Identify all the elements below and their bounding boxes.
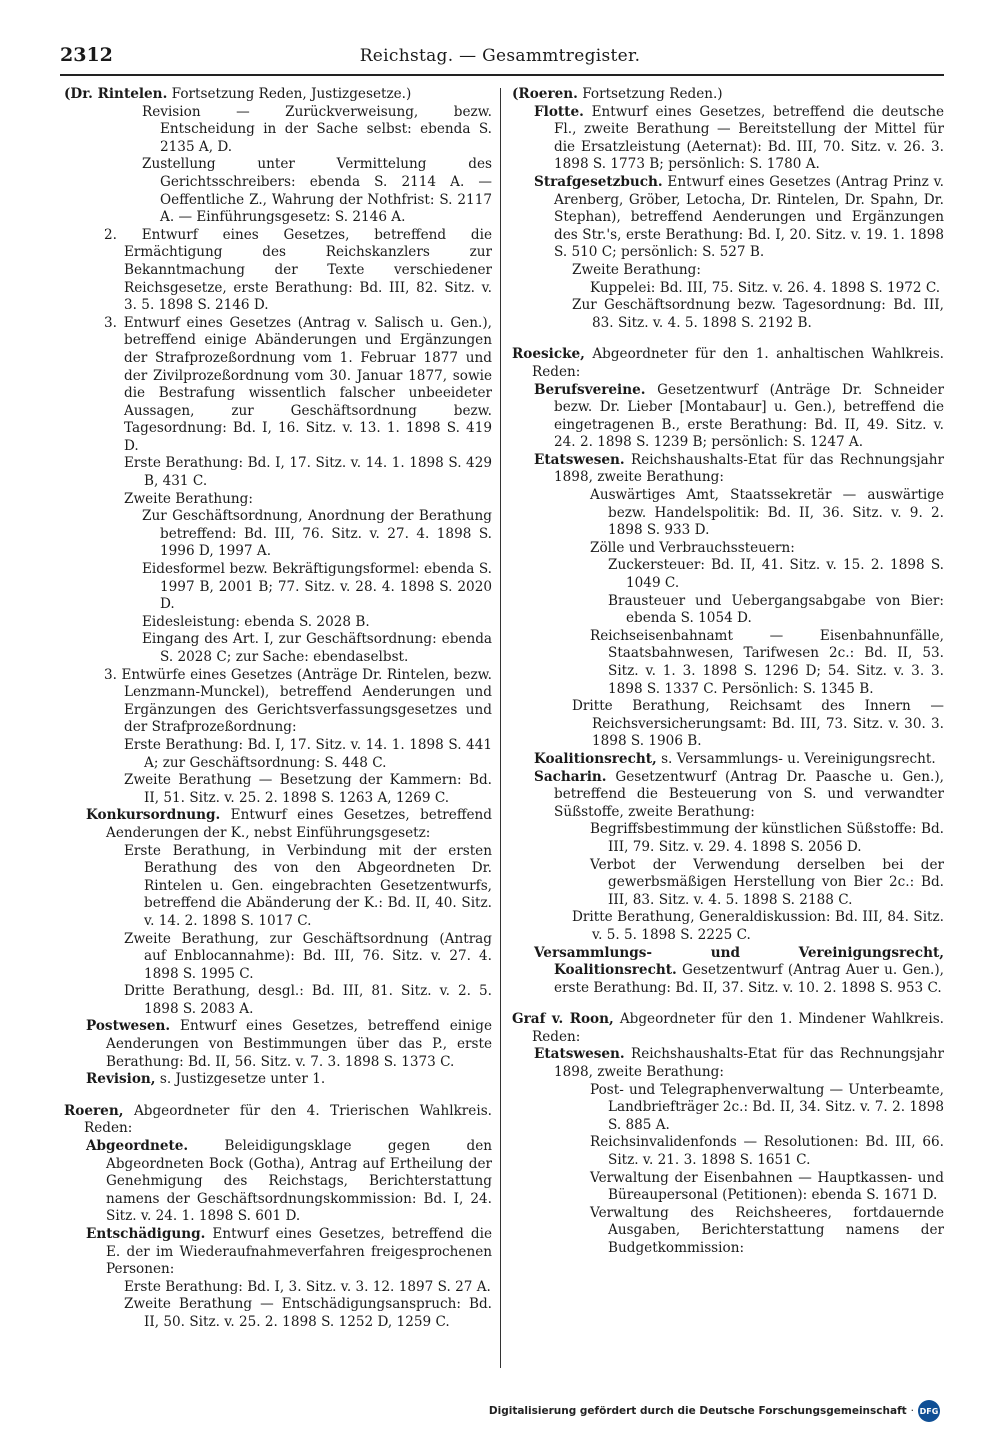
register-line	[64, 1226, 492, 1279]
register-line	[64, 315, 492, 456]
entry-text: Verwaltung der Eisenbahnen — Hauptkassen- und Büreaupersonal (Petitionen): ebenda S. 1671 D.	[590, 1169, 944, 1204]
entry-text: Reichseisenbahnamt — Eisenbahnunfälle, Staatsbahnwesen, Tarifwesen 2c.: Bd. II, 53. Sitz. v. 1. 3. 1898 S. 1296 D; 54. Sitz. v. 3. 3. 1898 S. 1337 C. Persönlich: S. 1345 B.	[590, 627, 944, 697]
register-line	[512, 1205, 944, 1258]
entry-text: Entwurf eines Gesetzes, betreffend Aenderungen der K., nebst Einführungsgesetz:	[106, 807, 492, 841]
register-line	[64, 227, 492, 315]
entry-text: Zweite Berathung, zur Geschäftsordnung (Antrag auf Enblocannahme): Bd. III, 76. Sitz. v. 27. 4. 1898 S. 1995 C.	[124, 930, 492, 982]
entry-text: Entwurf eines Gesetzes, betreffend einige Aenderungen von Bestimmungen über das P., erste Berathung: Bd. II, 56. Sitz. v. 7. 3. 1898 S. 1373 C.	[106, 1018, 492, 1070]
entry-text: Revision — Zurückverweisung, bezw. Entscheidung in der Sache selbst: ebenda S. 2135 A, D.	[142, 103, 492, 155]
register-line	[512, 593, 944, 628]
entry-text: Zweite Berathung:	[124, 490, 253, 507]
register-line	[512, 262, 944, 280]
entry-text: Eingang des Art. I, zur Geschäftsordnung: ebenda S. 2028 C; zur Sache: ebendaselbst.	[142, 631, 492, 665]
register-line	[512, 751, 944, 769]
entry-gap	[512, 332, 944, 346]
register-line	[64, 561, 492, 614]
subject-heading: Entschädigung.	[86, 1226, 206, 1242]
subject-heading: Flotte.	[534, 103, 584, 120]
register-line	[64, 667, 492, 737]
subject-heading: Etatswesen.	[534, 1046, 625, 1063]
register-line	[512, 382, 944, 452]
register-line	[64, 455, 492, 490]
entry-text: Abgeordneter für den 1. anhaltischen Wahlkreis. Reden:	[532, 346, 944, 380]
subject-heading: Berufsvereine.	[534, 381, 646, 398]
register-line	[64, 772, 492, 807]
column-divider	[500, 88, 501, 1368]
right-column	[512, 86, 944, 1258]
footer-credit: Digitalisierung gefördert durch die Deutsche Forschungsgemeinschaft	[488, 1405, 907, 1417]
register-line	[64, 614, 492, 632]
register-line	[64, 491, 492, 509]
entry-text: 2. Entwurf eines Gesetzes, betreffend die Ermächtigung des Reichskanzlers zur Bekanntmachung der Texte verschiedener Reichsgesetze, erste Berathung: Bd. III, 82. Sitz. v. 3. 5. 1898 S. 2146 D.	[104, 226, 492, 314]
dfg-logo-icon: DFG	[918, 1400, 940, 1422]
deputy-entry	[512, 86, 944, 104]
entry-text: Zustellung unter Vermittelung des Gerichtsschreibers: ebenda S. 2114 A. — Oeffentliche Z., Wahrung der Nothfrist: S. 2117 A. — Einführungsgesetz: S. 2146 A.	[142, 156, 492, 226]
entry-text: Zweite Berathung — Entschädigungsanspruch: Bd. II, 50. Sitz. v. 25. 2. 1898 S. 1252 D, 1259 C.	[124, 1296, 492, 1330]
subject-heading: Konkursordnung.	[86, 807, 221, 824]
register-line	[512, 821, 944, 856]
subject-heading: Etatswesen.	[534, 451, 625, 468]
entry-text: Erste Berathung: Bd. I, 3. Sitz. v. 3. 12. 1897 S. 27 A.	[124, 1278, 491, 1295]
register-line	[512, 280, 944, 298]
register-line	[512, 628, 944, 698]
register-line	[64, 807, 492, 842]
register-line	[512, 104, 944, 174]
register-line	[512, 487, 944, 540]
entry-text: s. Justizgesetze unter 1.	[155, 1071, 326, 1088]
register-line	[512, 769, 944, 822]
subject-heading: Koalitionsrecht,	[534, 750, 657, 767]
entry-text: Beleidigungsklage gegen den Abgeordneten Bock (Gotha), Antrag auf Ertheilung der Genehmigung des Reichstags, Berichterstattung namens der Geschäftsordnungskommission: Bd. I, 24. Sitz. v. 24. 1. 1898 S. 601 D.	[106, 1138, 492, 1225]
entry-text: Brausteuer und Uebergangsabgabe von Bier: ebenda S. 1054 D.	[608, 592, 944, 627]
register-line	[512, 857, 944, 910]
register-line	[64, 631, 492, 666]
entry-text: Eidesformel bezw. Bekräftigungsformel: ebenda S. 1997 B, 2001 B; 77. Sitz. v. 28. 4. 1898 S. 2020 D.	[142, 561, 492, 613]
register-line	[512, 909, 944, 944]
register-line	[64, 156, 492, 226]
deputy-entry	[512, 346, 944, 381]
register-line	[512, 698, 944, 751]
entry-text: Fortsetzung Reden, Justizgesetze.)	[167, 86, 412, 102]
page-number: 2312	[60, 44, 113, 66]
subject-heading: Revision,	[86, 1071, 156, 1088]
register-line	[64, 983, 492, 1018]
entry-text: Reichsinvalidenfonds — Resolutionen: Bd. III, 66. Sitz. v. 21. 3. 1898 S. 1651 C.	[590, 1134, 944, 1169]
entry-text: Gesetzentwurf (Antrag Dr. Paasche u. Gen.), betreffend die Besteuerung von S. und verwandter Süßstoffe, zweite Berathung:	[554, 768, 944, 820]
subject-heading: Sacharin.	[534, 768, 607, 785]
register-line	[512, 297, 944, 332]
entry-text: Zuckersteuer: Bd. II, 41. Sitz. v. 15. 2. 1898 S. 1049 C.	[608, 557, 944, 592]
footer	[489, 1400, 940, 1422]
register-line	[64, 931, 492, 984]
entry-text: Dritte Berathung, Reichsamt des Innern — Reichsversicherungsamt: Bd. III, 73. Sitz. v. 30. 3. 1898 S. 1906 B.	[572, 698, 944, 750]
deputy-name: (Dr. Rintelen.	[64, 86, 168, 102]
entry-text: Verbot der Verwendung derselben bei der gewerbsmäßigen Herstellung von Bier 2c.: Bd. III, 83. Sitz. v. 4. 5. 1898 S. 2188 C.	[590, 856, 944, 908]
entry-text: Fortsetzung Reden.)	[577, 86, 723, 102]
deputy-name: Graf v. Roon,	[512, 1011, 614, 1028]
subject-heading: Versammlungs- und Vereinigungsrecht, Koalitionsrecht.	[534, 944, 944, 979]
register-line	[512, 452, 944, 487]
deputy-name: Roeren,	[64, 1102, 124, 1119]
entry-gap	[512, 997, 944, 1011]
register-line	[64, 1018, 492, 1071]
entry-text: Post- und Telegraphenverwaltung — Unterbeamte, Landbriefträger 2c.: Bd. II, 34. Sitz. v. 7. 2. 1898 S. 885 A.	[590, 1081, 944, 1133]
entry-text: Dritte Berathung, desgl.: Bd. III, 81. Sitz. v. 2. 5. 1898 S. 2083 A.	[124, 983, 492, 1017]
entry-text: Zweite Berathung:	[572, 261, 701, 278]
entry-text: Reichshaushalts-Etat für das Rechnungsjahr 1898, zweite Berathung:	[554, 1046, 944, 1081]
register-line	[64, 1138, 492, 1226]
entry-text: Gesetzentwurf (Antrag Auer u. Gen.), erste Berathung: Bd. II, 37. Sitz. v. 10. 2. 1898 S. 953 C.	[554, 962, 944, 996]
entry-text: Auswärtiges Amt, Staatssekretär — auswärtige bezw. Handelspolitik: Bd. II, 36. Sitz. v. 9. 2. 1898 S. 933 D.	[590, 487, 944, 539]
entry-text: Gesetzentwurf (Anträge Dr. Schneider bezw. Dr. Lieber [Montabaur] u. Gen.), betreffend die eingetragenen B., erste Berathung: Bd. II, 49. Sitz. v. 24. 2. 1898 S. 1239 B; persönlich: S. 1247 A.	[554, 381, 944, 451]
entry-text: Verwaltung des Reichsheeres, fortdauernde Ausgaben, Berichterstattung namens der Budgetkommission:	[590, 1204, 944, 1256]
subject-heading: Strafgesetzbuch.	[534, 173, 663, 190]
register-line	[512, 945, 944, 998]
register-line	[512, 557, 944, 592]
register-line	[64, 508, 492, 561]
subject-heading: Postwesen.	[86, 1018, 171, 1035]
deputy-entry	[64, 86, 492, 104]
entry-text: 3. Entwurf eines Gesetzes (Antrag v. Salisch u. Gen.), betreffend einige Abänderungen und Ergänzungen der Strafprozeßordnung vom 1. Februar 1877 und der Zivilprozeßordnung vom 30. Januar 1877, sowie die Bestrafung wissentlich falscher unbeeideter Aussagen, zur Geschäftsordnung bezw. Tagesordnung: Bd. I, 16. Sitz. v. 13. 1. 1898 S. 419 D.	[104, 314, 492, 454]
entry-text: Entwurf eines Gesetzes, betreffend die E. der im Wiederaufnahmeverfahren freigesprochenen Personen:	[106, 1226, 492, 1278]
deputy-entry	[64, 1103, 492, 1138]
entry-text: Zur Geschäftsordnung, Anordnung der Berathung betreffend: Bd. III, 76. Sitz. v. 27. 4. 1898 S. 1996 D, 1997 A.	[142, 508, 492, 560]
entry-text: Erste Berathung: Bd. I, 17. Sitz. v. 14. 1. 1898 S. 441 A; zur Geschäftsordnung: S. 448 C.	[124, 736, 492, 771]
left-column	[64, 86, 492, 1332]
register-line	[512, 1170, 944, 1205]
entry-text: Kuppelei: Bd. III, 75. Sitz. v. 26. 4. 1898 S. 1972 C.	[590, 279, 941, 296]
entry-text: Zur Geschäftsordnung bezw. Tagesordnung: Bd. III, 83. Sitz. v. 4. 5. 1898 S. 2192 B.	[572, 297, 944, 331]
running-title: Reichstag. — Gesammtregister.	[359, 46, 641, 66]
register-line	[64, 737, 492, 772]
entry-text: Dritte Berathung, Generaldiskussion: Bd. III, 84. Sitz. v. 5. 5. 1898 S. 2225 C.	[572, 909, 944, 943]
register-line	[512, 174, 944, 262]
entry-text: s. Versammlungs- u. Vereinigungsrecht.	[656, 750, 936, 767]
entry-text: Entwurf eines Gesetzes, betreffend die deutsche Fl., zweite Berathung — Bereitstellung der Mittel für die Ersatzleistung (Aeternat): Bd. III, 70. Sitz. v. 26. 3. 1898 S. 1773 B; persönlich: S. 1780 A.	[554, 103, 944, 173]
subject-heading: Abgeordnete.	[86, 1138, 189, 1155]
entry-text: Begriffsbestimmung der künstlichen Süßstoffe: Bd. III, 79. Sitz. v. 29. 4. 1898 S. 2056 D.	[590, 821, 944, 855]
register-line	[64, 104, 492, 157]
register-line	[64, 1296, 492, 1331]
entry-text: Zölle und Verbrauchssteuern:	[590, 539, 795, 556]
deputy-entry	[512, 1011, 944, 1046]
deputy-name: Roesicke,	[512, 346, 585, 363]
entry-text: Erste Berathung, in Verbindung mit der ersten Berathung des von den Abgeordneten Dr. Rintelen u. Gen. eingebrachten Gesetzentwurfs, betreffend die Abänderung der K.: Bd. II, 40. Sitz. v. 14. 2. 1898 S. 1017 C.	[124, 842, 492, 929]
entry-gap	[64, 1089, 492, 1103]
entry-text: Reichshaushalts-Etat für das Rechnungsjahr 1898, zweite Berathung:	[554, 451, 944, 486]
register-line	[64, 1071, 492, 1089]
page-header	[60, 44, 940, 70]
entry-text: Entwurf eines Gesetzes (Antrag Prinz v. Arenberg, Gröber, Letocha, Dr. Rintelen, Dr. Spahn, Dr. Stephan), betreffend Aenderungen und Ergänzungen des Str.'s, erste Berathung: Bd. I, 20. Sitz. v. 19. 1. 1898 S. 510 C; persönlich: S. 527 B.	[554, 173, 944, 261]
entry-text: Abgeordneter für den 1. Mindener Wahlkreis. Reden:	[532, 1011, 944, 1045]
entry-text: Abgeordneter für den 4. Trierischen Wahlkreis. Reden:	[84, 1102, 492, 1137]
entry-text: 3. Entwürfe eines Gesetzes (Anträge Dr. Rintelen, bezw. Lenzmann-Munckel), betreffend Aenderungen und Ergänzungen des Gerichtsverfassungsgesetzes und der Strafprozeßordnung:	[104, 666, 492, 736]
register-line	[64, 1279, 492, 1297]
entry-text: Eidesleistung: ebenda S. 2028 B.	[142, 613, 370, 630]
register-line	[512, 1046, 944, 1081]
register-line	[64, 843, 492, 931]
header-rule	[60, 74, 944, 76]
entry-text: Erste Berathung: Bd. I, 17. Sitz. v. 14. 1. 1898 S. 429 B, 431 C.	[124, 455, 492, 490]
register-line	[512, 1134, 944, 1169]
deputy-name: (Roeren.	[512, 86, 578, 102]
footer-separator: ·	[910, 1405, 914, 1417]
entry-text: Zweite Berathung — Besetzung der Kammern: Bd. II, 51. Sitz. v. 25. 2. 1898 S. 1263 A, 1269 C.	[124, 772, 492, 806]
register-line	[512, 540, 944, 558]
register-line	[512, 1082, 944, 1135]
